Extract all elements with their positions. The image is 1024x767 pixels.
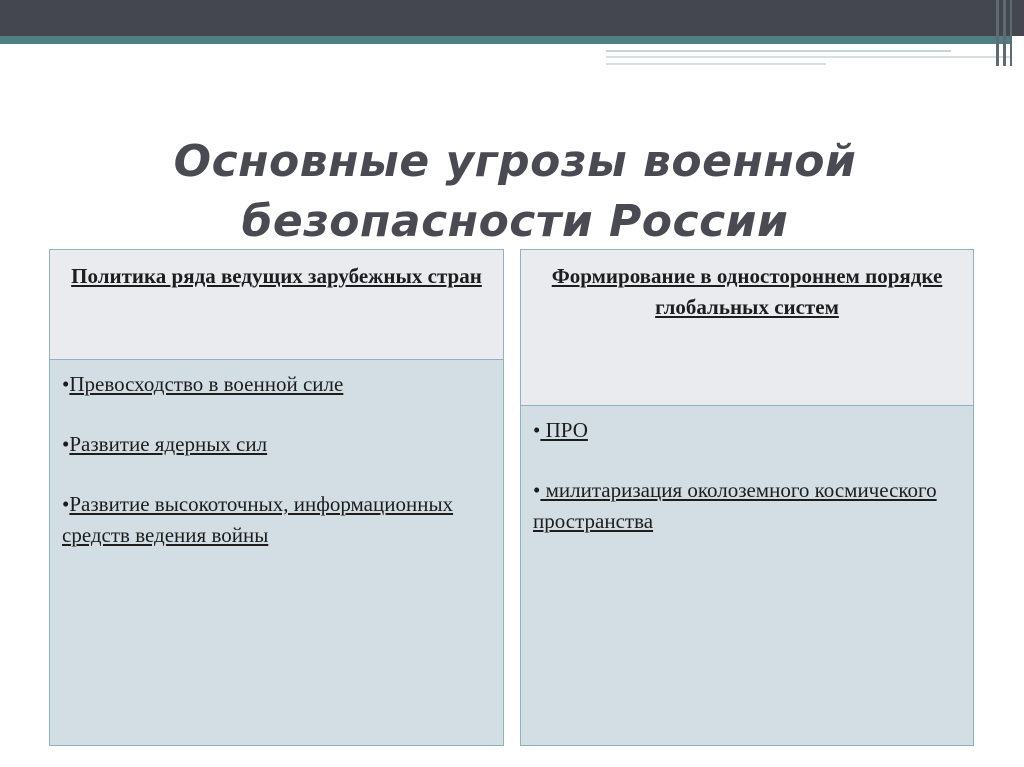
slide-title [60, 132, 970, 252]
list-item: •Развитие ядерных сил [62, 432, 268, 456]
left-column-header: Политика ряда ведущих зарубежных стран [49, 249, 504, 360]
list-item: •Развитие высокоточных, информационных средств ведения войны [62, 492, 454, 547]
right-column-body [520, 405, 974, 746]
decor-stripe [606, 50, 951, 52]
list-item-text: милитаризация околоземного космического пространства [533, 478, 937, 533]
top-decor-bar [0, 0, 1024, 36]
teal-accent-line [0, 36, 1010, 44]
list-item: •Превосходство в военной силе [62, 372, 344, 396]
decor-stripe [606, 56, 1011, 58]
list-item-text: Превосходство в военной силе [69, 372, 344, 396]
list-item: • ПРО [533, 418, 588, 442]
right-column-header: Формирование в одностороннем порядке глобальных систем [520, 249, 974, 406]
left-column [49, 249, 504, 746]
list-item-text: Развитие высокоточных, информационных средств ведения войны [62, 492, 454, 547]
decor-stripe [606, 63, 826, 65]
slide-title-line1: Основные угрозы военной [173, 136, 857, 187]
left-column-body [49, 359, 504, 746]
slide-title-line2: безопасности России [241, 196, 789, 247]
list-item: • милитаризация околоземного космического пространства [533, 478, 937, 533]
right-column [520, 249, 974, 746]
decor-vertical-bar [1010, 0, 1012, 66]
decor-vertical-bar [1003, 0, 1006, 66]
list-item-text: Развитие ядерных сил [69, 432, 268, 456]
decor-vertical-bar [996, 0, 999, 66]
list-item-text: ПРО [540, 418, 588, 442]
